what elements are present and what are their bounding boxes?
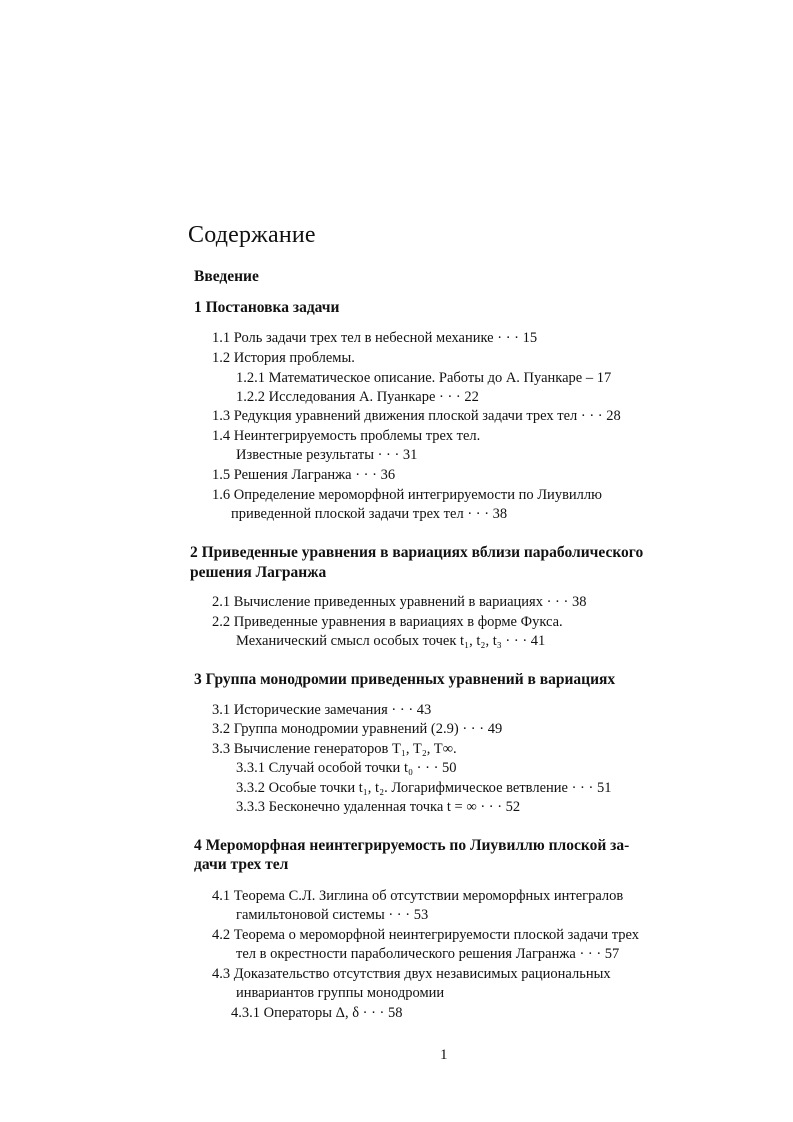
toc-entry-1-4: 1.4 Неинтегрируемость проблемы трех тел. <box>212 428 481 444</box>
chapter-3-title: 3 Группа монодромии приведенных уравнений в вариациях <box>194 671 616 688</box>
chapter-2-title-line2: решения Лагранжа <box>190 564 327 581</box>
toc-entry-4-3-cont: инвариантов группы монодромии <box>236 985 445 1001</box>
toc-entry-4-2: 4.2 Теорема о мероморфной неинтегрируемости плоской задачи трех <box>212 927 639 943</box>
toc-entry-4-3-1: 4.3.1 Операторы Δ, δ · · · 58 <box>231 1005 403 1021</box>
toc-entry-3-1: 3.1 Исторические замечания · · · 43 <box>212 702 432 718</box>
toc-entry-2-2: 2.2 Приведенные уравнения в вариациях в форме Фукса. <box>212 614 563 630</box>
toc-introduction: Введение <box>194 268 259 285</box>
toc-entry-4-1: 4.1 Теорема С.Л. Зиглина об отсутствии мероморфных интегралов <box>212 888 624 904</box>
toc-entry-3-3-1: 3.3.1 Случай особой точки t₀ · · · 50 <box>236 760 457 776</box>
chapter-4-title-line1: 4 Мероморфная неинтегрируемость по Лиувиллю плоской за- <box>194 837 630 854</box>
toc-entry-2-1: 2.1 Вычисление приведенных уравнений в вариациях · · · 38 <box>212 594 587 610</box>
toc-entry-4-3: 4.3 Доказательство отсутствия двух независимых рациональных <box>212 966 611 982</box>
toc-entry-1-1: 1.1 Роль задачи трех тел в небесной механике · · · 15 <box>212 330 538 346</box>
toc-entry-1-2-1: 1.2.1 Математическое описание. Работы до А. Пуанкаре – 17 <box>236 370 612 386</box>
toc-entry-1-6-cont: приведенной плоской задачи трех тел · · · 38 <box>231 506 508 522</box>
toc-entry-3-2: 3.2 Группа монодромии уравнений (2.9) · · · 49 <box>212 721 503 737</box>
toc-entry-2-2-cont: Механический смысл особых точек t₁, t₂, t₃ · · · 41 <box>236 633 546 649</box>
toc-entry-3-3-3: 3.3.3 Бесконечно удаленная точка t = ∞ · · · 52 <box>236 799 521 815</box>
page-number: 1 <box>440 1047 448 1063</box>
toc-entry-1-5: 1.5 Решения Лагранжа · · · 36 <box>212 467 396 483</box>
toc-entry-4-1-cont: гамильтоновой системы · · · 53 <box>236 907 429 923</box>
toc-entry-4-2-cont: тел в окрестности параболического решения Лагранжа · · · 57 <box>236 946 620 962</box>
toc-entry-1-4-cont: Известные результаты · · · 31 <box>236 447 418 463</box>
toc-title: Содержание <box>188 222 316 248</box>
chapter-4-title-line2: дачи трех тел <box>194 856 289 873</box>
toc-entry-1-6: 1.6 Определение мероморфной интегрируемости по Лиувиллю <box>212 487 602 503</box>
toc-entry-3-3-2: 3.3.2 Особые точки t₁, t₂. Логарифмическое ветвление · · · 51 <box>236 780 612 796</box>
toc-entry-1-3: 1.3 Редукция уравнений движения плоской задачи трех тел · · · 28 <box>212 408 621 424</box>
chapter-1-title: 1 Постановка задачи <box>194 299 340 316</box>
chapter-2-title-line1: 2 Приведенные уравнения в вариациях вблизи параболического <box>190 544 644 561</box>
toc-entry-1-2-2: 1.2.2 Исследования А. Пуанкаре · · · 22 <box>236 389 479 405</box>
toc-entry-3-3: 3.3 Вычисление генераторов T₁, T₂, T∞. <box>212 741 457 757</box>
toc-entry-1-2: 1.2 История проблемы. <box>212 350 355 366</box>
